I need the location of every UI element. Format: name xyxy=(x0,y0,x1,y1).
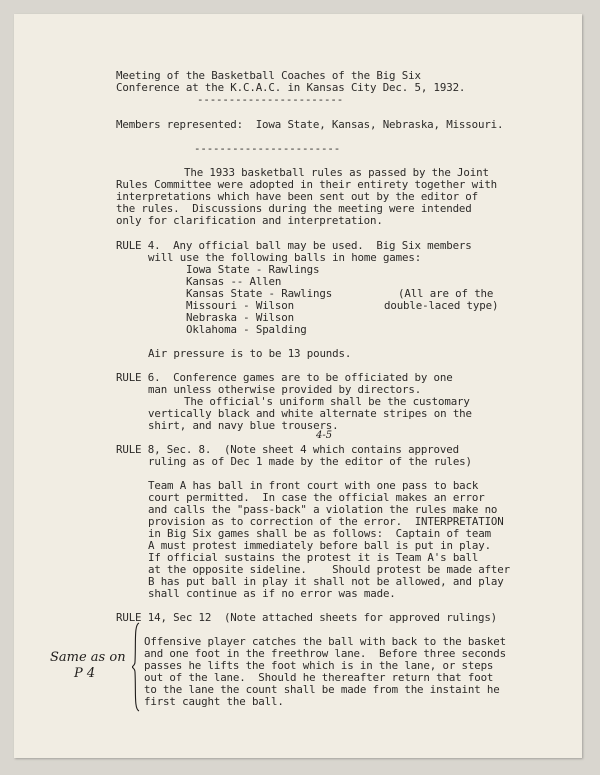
intro-line-5: only for clarification and interpretation. xyxy=(116,214,383,227)
intro-line-2: Rules Committee were adopted in their entirety together with xyxy=(116,178,498,191)
rule14-line-1: RULE 14, Sec 12 (Note attached sheets for approved rulings) xyxy=(116,611,498,624)
rule4-line-1: RULE 4. Any official ball may be used. Big Six members xyxy=(116,239,472,252)
rule8-body-line: and calls the "pass-back" a violation the rules make no xyxy=(148,503,498,516)
margin-note-line-1: Same as on xyxy=(50,650,126,665)
rule4-line-2: will use the following balls in home games: xyxy=(148,251,422,264)
ball-note-line-2: double-laced type) xyxy=(384,299,499,312)
air-pressure-line: Air pressure is to be 13 pounds. xyxy=(148,347,352,360)
ball-list-item: Kansas -- Allen xyxy=(186,275,282,288)
document-page xyxy=(14,14,582,758)
rule14-body-line: passes he lifts the foot which is in the lane, or steps xyxy=(144,659,494,672)
rule8-body-line: Team A has ball in front court with one pass to back xyxy=(148,479,479,492)
rule14-body-line: to the lane the count shall be made from the instaint he xyxy=(144,683,500,696)
margin-note-line-2: P 4 xyxy=(74,666,96,681)
ball-list-item: Iowa State - Rawlings xyxy=(186,263,320,276)
rule14-body-line: first caught the ball. xyxy=(144,695,284,708)
rule8-body-line: B has put ball in play it shall not be allowed, and play xyxy=(148,575,504,588)
ball-list-item: Nebraska - Wilson xyxy=(186,311,294,324)
rule8-body-line: in Big Six games shall be as follows: Captain of team xyxy=(148,527,491,540)
intro-line-3: interpretations which have been sent out by the editor of xyxy=(116,190,478,203)
members-represented: Members represented: Iowa State, Kansas, Nebraska, Missouri. xyxy=(116,118,504,131)
rule14-body-line: Offensive player catches the ball with back to the basket xyxy=(144,635,506,648)
handwritten-page-ref: 4-5 xyxy=(316,430,333,441)
rule8-body-line: at the opposite sideline. Should protest be made after xyxy=(148,563,510,576)
rule14-body-line: out of the lane. Should he thereafter return that foot xyxy=(144,671,494,684)
rule6-line-3: The official's uniform shall be the customary xyxy=(184,395,470,408)
rule14-body-line: and one foot in the freethrow lane. Before three seconds xyxy=(144,647,506,660)
separator-line: ----------------------- xyxy=(194,142,341,155)
ball-list-item: Missouri - Wilson xyxy=(186,299,294,312)
ball-note-line-1: (All are of the xyxy=(398,287,494,300)
rule6-line-5: shirt, and navy blue trousers. xyxy=(148,419,339,432)
intro-line-1: The 1933 basketball rules as passed by the Joint xyxy=(184,166,489,179)
intro-line-4: the rules. Discussions during the meeting were intended xyxy=(116,202,472,215)
rule8-line-1: RULE 8, Sec. 8. (Note sheet 4 which contains approved xyxy=(116,443,459,456)
rule8-body-line: If official sustains the protest it is Team A's ball xyxy=(148,551,479,564)
rule8-body-line: court permitted. In case the official makes an error xyxy=(148,491,485,504)
title-underline: ----------------------- xyxy=(197,93,344,106)
rule6-line-1: RULE 6. Conference games are to be officiated by one xyxy=(116,371,453,384)
title-line-2: Conference at the K.C.A.C. in Kansas City Dec. 5, 1932. xyxy=(116,81,466,94)
title-line-1: Meeting of the Basketball Coaches of the Big Six xyxy=(116,69,421,82)
handwritten-brace xyxy=(132,622,140,712)
ball-list-item: Oklahoma - Spalding xyxy=(186,323,307,336)
rule8-body-line: provision as to correction of the error. INTERPRETATION xyxy=(148,515,504,528)
rule8-body-line: A must protest immediately before ball is put in play. xyxy=(148,539,491,552)
rule6-line-4: vertically black and white alternate stripes on the xyxy=(148,407,472,420)
rule6-line-2: man unless otherwise provided by directors. xyxy=(148,383,422,396)
rule8-body-line: shall continue as if no error was made. xyxy=(148,587,396,600)
ball-list-item: Kansas State - Rawlings xyxy=(186,287,333,300)
rule8-line-2: ruling as of Dec 1 made by the editor of the rules) xyxy=(148,455,472,468)
